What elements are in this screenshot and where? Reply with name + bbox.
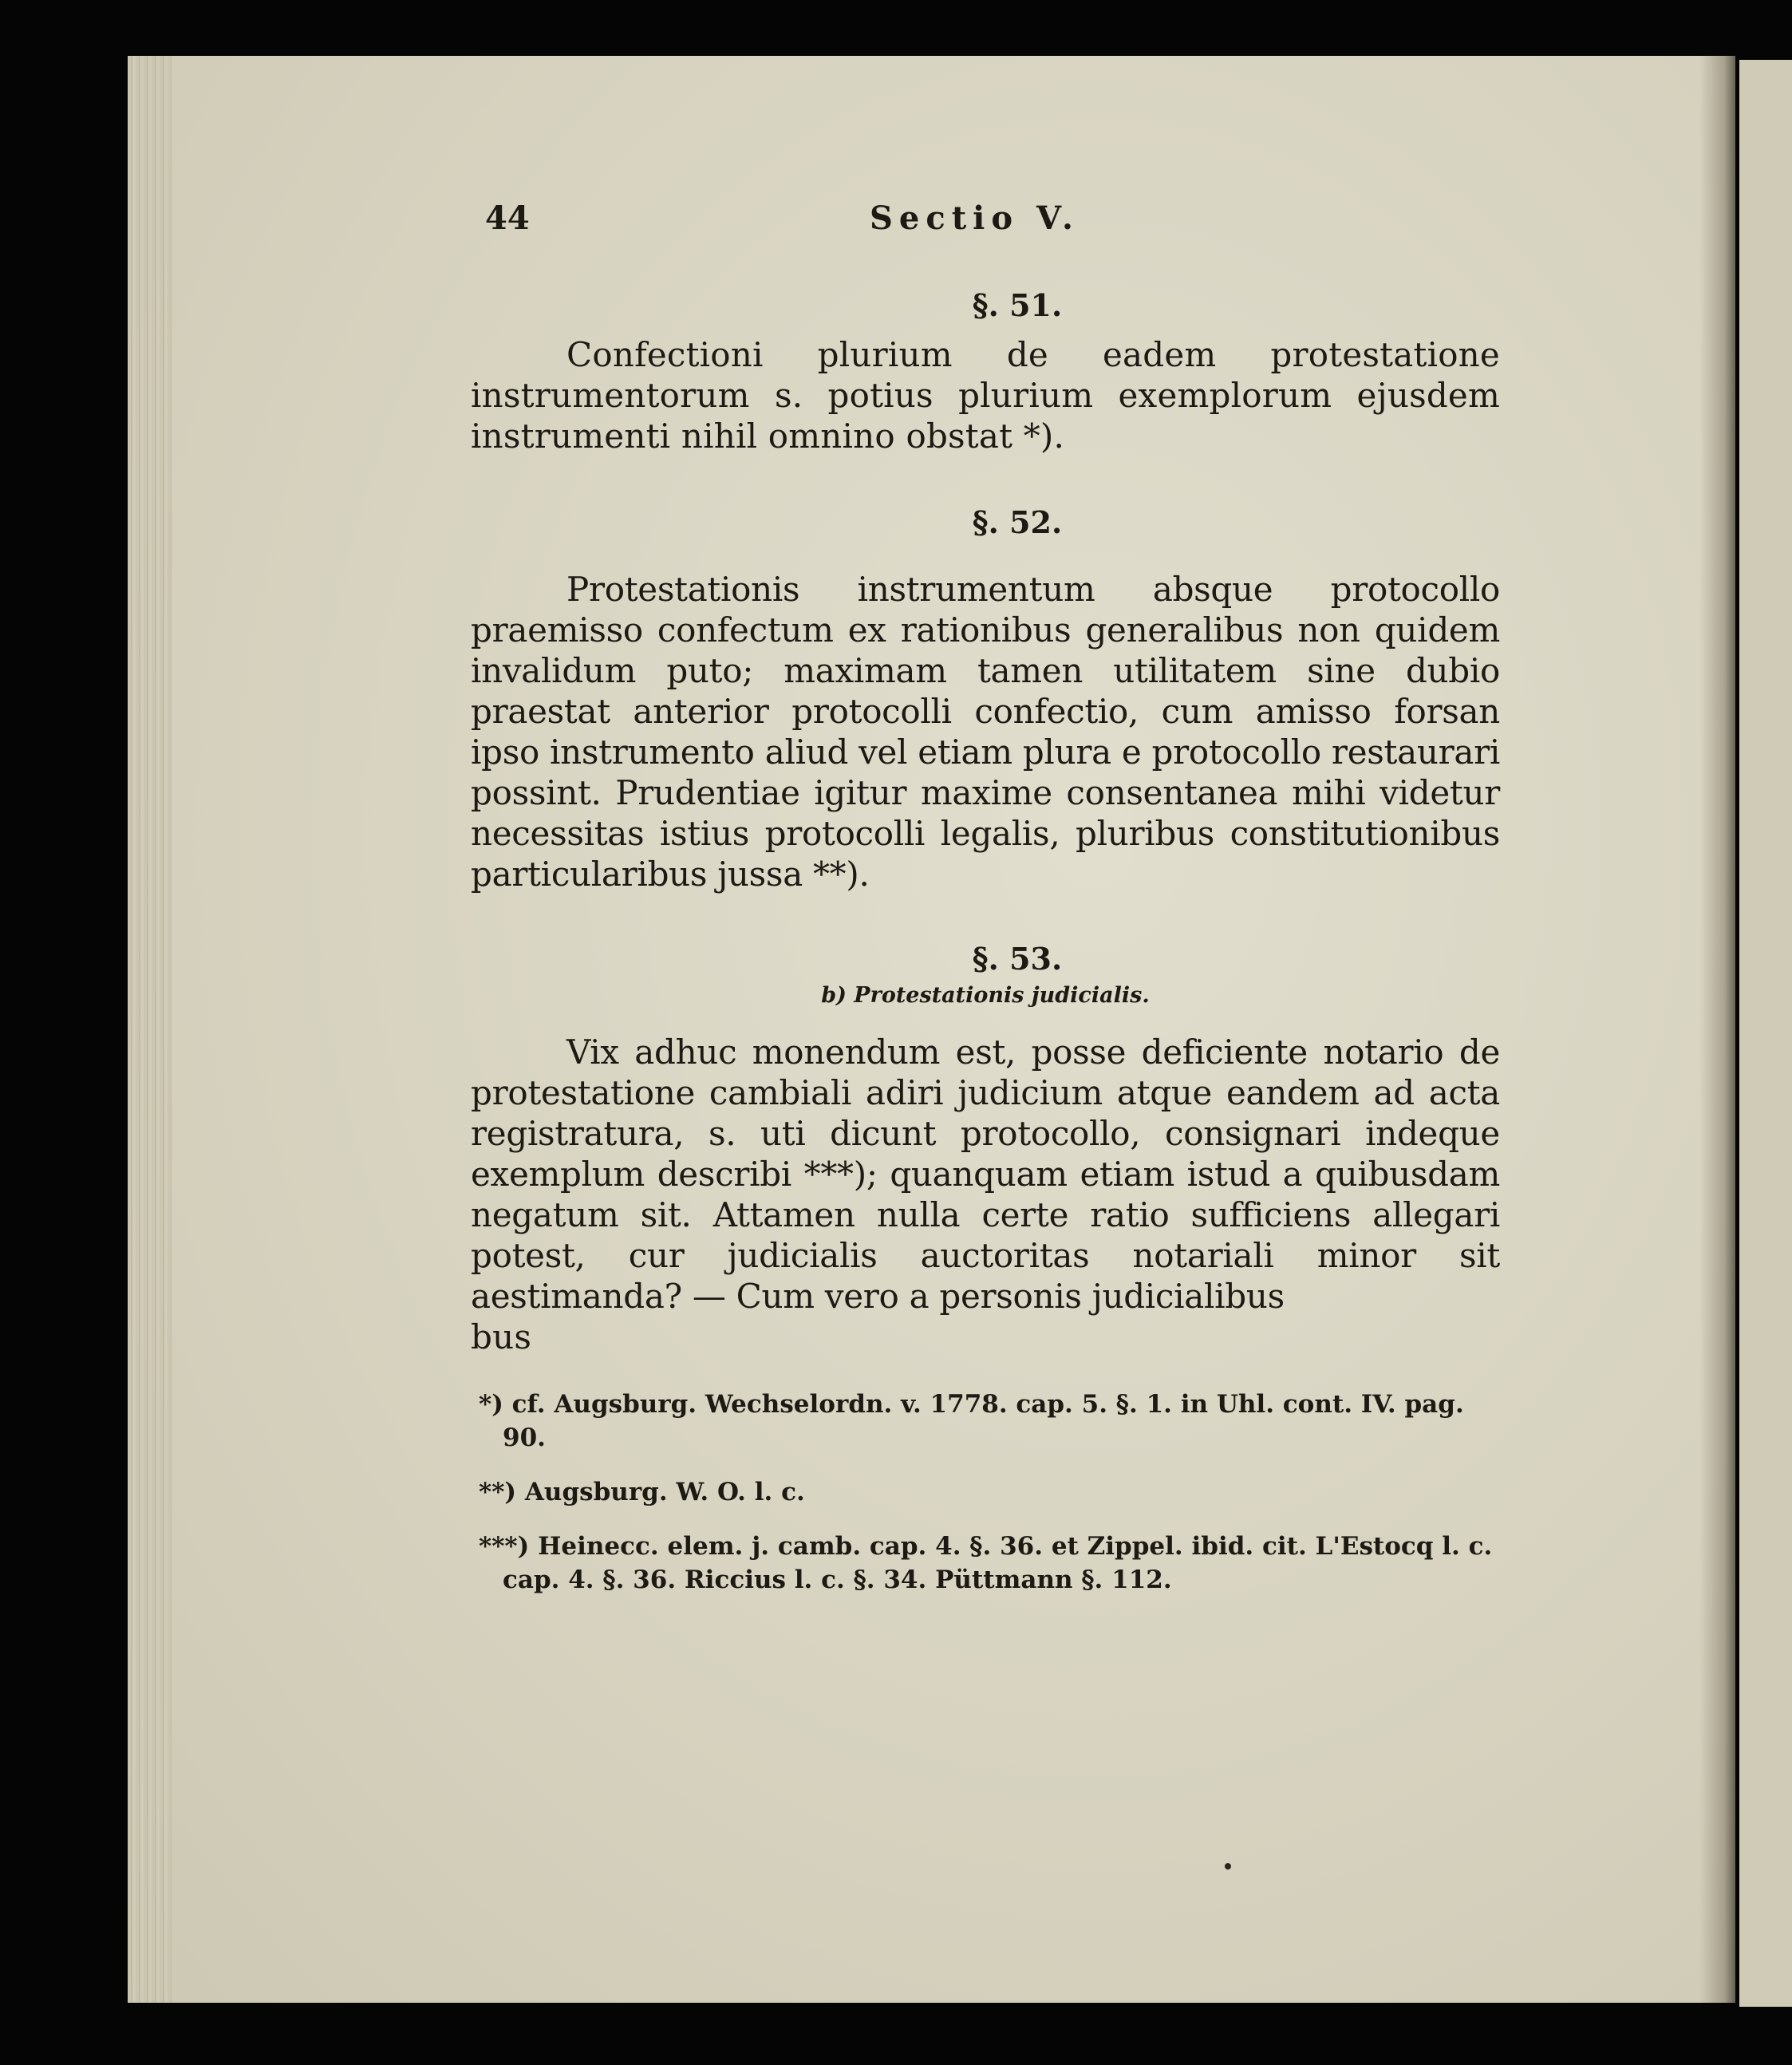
running-title: Sectio V. bbox=[870, 199, 1080, 237]
page-header bbox=[471, 199, 1500, 247]
footnote: **) Augsburg. W. O. l. c. bbox=[479, 1478, 805, 1506]
section-number: §. 53. bbox=[972, 941, 1063, 977]
book-page-right bbox=[1739, 60, 1792, 2007]
section-paragraph: Vix adhuc monendum est, posse deficiente notario de protestatione cambiali adiri judicium atque eandem ad acta registratura, s. uti dicunt protocollo, consignari indeque exemplum describi ***); quanquam etiam istud a quibusdam negatum sit. Attamen nulla certe ratio sufficiens allegari potest, cur judicialis auctoritas notariali minor sit aestimanda? — Cum vero a personis judicialibus bbox=[471, 1032, 1500, 1316]
page-content bbox=[471, 199, 1500, 1617]
section-paragraph: Protestationis instrumentum absque protocollo praemisso confectum ex rationibus generalibus non quidem invalidum puto; maximam tamen utilitatem sine dubio praestat anterior protocolli confectio, cum amisso forsan ipso instrumento aliud vel etiam plura e protocollo restaurari possint. Prudentiae igitur maxime consentanea mihi videtur necessitas istius protocolli legalis, pluribus constitutionibus particularibus jussa **). bbox=[471, 570, 1500, 894]
section-number: §. 51. bbox=[972, 287, 1063, 323]
section-52 bbox=[471, 504, 1500, 894]
catchword: bus bbox=[471, 1317, 532, 1356]
section-53 bbox=[471, 941, 1500, 1357]
footnotes bbox=[471, 1388, 1500, 1597]
section-51 bbox=[471, 287, 1500, 456]
section-paragraph: Confectioni plurium de eadem protestatione instrumentorum s. potius plurium exemplorum ejusdem instrumenti nihil omnino obstat *). bbox=[471, 335, 1500, 456]
page-number: 44 bbox=[485, 199, 530, 237]
page-edges bbox=[128, 56, 172, 2003]
section-subtitle: b) Protestationis judicialis. bbox=[821, 983, 1150, 1008]
section-number: §. 52. bbox=[972, 504, 1063, 540]
footnote: ***) Heinecc. elem. j. camb. cap. 4. §. 36. et Zippel. ibid. cit. L'Estocq l. c. cap. 4. §. 36. Riccius l. c. §. 34. Püttmann §. 112. bbox=[479, 1532, 1493, 1594]
book-gutter-shadow bbox=[1699, 56, 1735, 2003]
ink-spot bbox=[1225, 1863, 1231, 1870]
footnote: *) cf. Augsburg. Wechselordn. v. 1778. cap. 5. §. 1. in Uhl. cont. IV. pag. 90. bbox=[479, 1390, 1464, 1452]
